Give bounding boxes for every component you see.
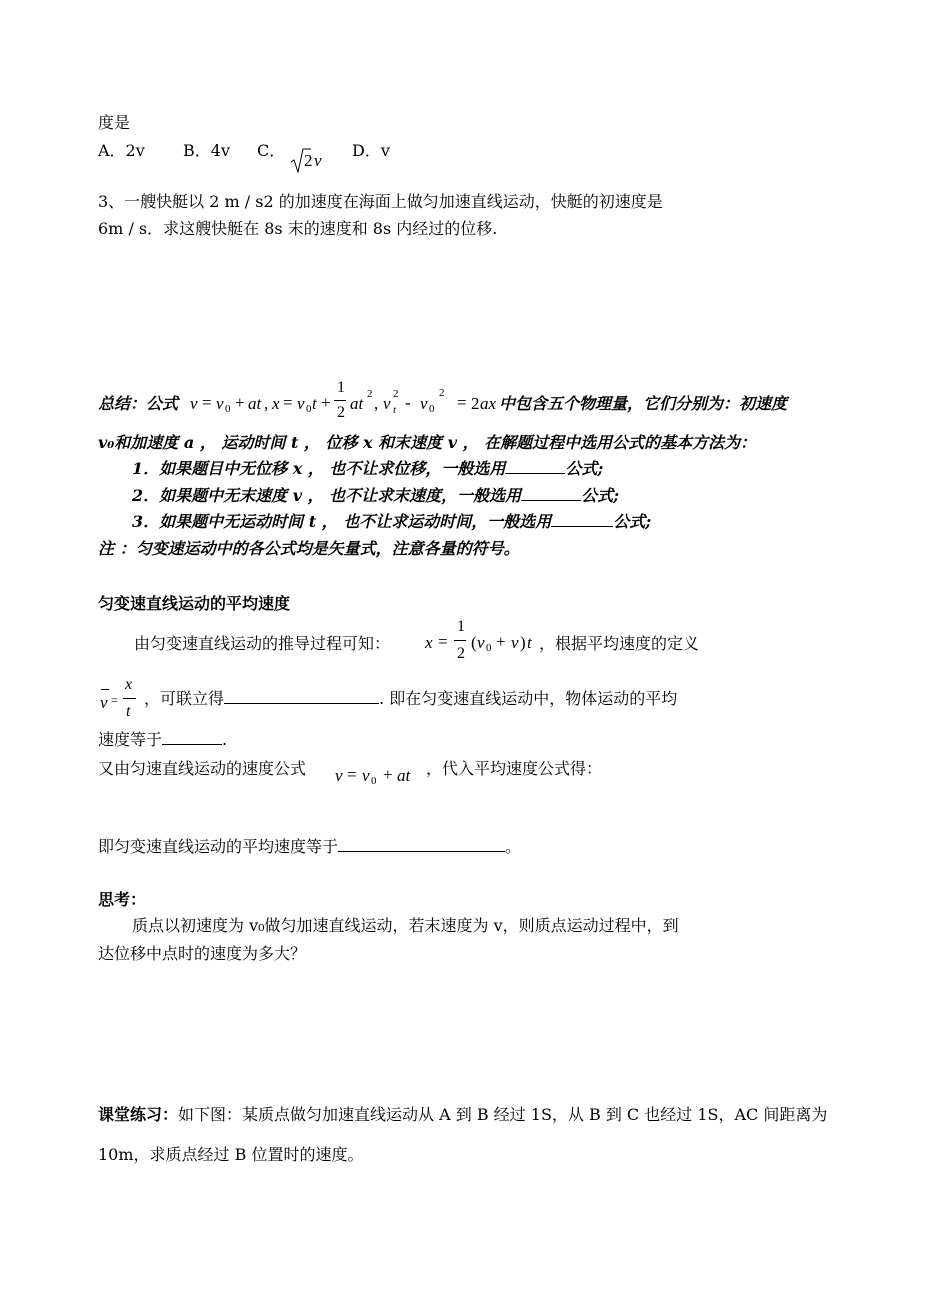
avg-formula-velocity: v = v 0 + at [335,765,411,787]
blank-line [338,837,505,852]
blank-line [505,459,565,474]
think-line-2: 达位移中点时的速度为多大？ [98,944,307,963]
avg-heading: 匀变速直线运动的平均速度 [98,594,291,613]
q2-option-d: D．v [352,141,390,160]
q3-line-1: 3、一艘快艇以 2 m / s2 的加速度在海面上做匀加速直线运动，快艇的初速度是 [98,192,663,211]
avg-para-4-b: ，代入平均速度公式得： [426,759,603,778]
avg-para-5: 即匀变速直线运动的平均速度等于 。 [98,837,522,856]
avg-para-4-a: 又由匀速直线运动的速度公式 [98,759,307,778]
think-line-1: 质点以初速度为 v₀做匀加速直线运动，若末速度为 v，则质点运动过程中，到 [132,916,679,935]
sqrt-radicand: 2 [304,151,313,170]
avg-para-2: ，可联立得 . 即在匀变速直线运动中，物体运动的平均 [144,689,678,708]
think-heading: 思考： [98,890,147,909]
summary-label: 总结：公式 [98,394,179,413]
q2-text-tail: 度是 [98,113,131,132]
q2-option-b: B．4v [183,141,230,160]
avg-formula-x: x = 1 2 ( v 0 + v ) t [425,618,532,662]
summary-item-2: 2．如果题中无末速度 v ， 也不让求末速度，一般选用 公式; [132,486,620,505]
blank-line [551,512,613,527]
summary-note: 注 ：匀变速运动中的各公式均是矢量式，注意各量的符号。 [98,539,520,558]
avg-formula-vbar: v = x t [98,676,143,724]
avg-para-1-b: ，根据平均速度的定义 [539,634,700,653]
q2-option-c: C． [257,141,286,160]
practice-line-1: 课堂练习：如下图：某质点做匀加速直线运动从 A 到 B 经过 1S，从 B 到 C 也经过 1S，AC 间距离为 [98,1105,828,1124]
summary-item-1: 1．如果题目中无位移 x ， 也不让求位移，一般选用 公式; [132,459,604,478]
q2-option-a: A．2v [98,141,145,160]
avg-para-1-a: 由匀变速直线运动的推导过程可知： [134,634,391,653]
practice-line-2: 10m，求质点经过 B 位置时的速度。 [98,1145,364,1164]
summary-item-3: 3．如果题中无运动时间 t ， 也不让求运动时间，一般选用 公式; [132,512,652,531]
q2-option-c-sqrt-expr [290,146,330,174]
summary-line-2: v₀和加速度 a ， 运动时间 t ， 位移 x 和末速度 v ， 在解题过程中选用公式的基本方法为： [98,433,757,452]
sqrt-variable: v [314,151,322,170]
q3-line-2: 6m / s．求这艘快艇在 8s 末的速度和 8s 内经过的位移. [98,219,498,238]
summary-formula-tail: 中包含五个物理量，它们分别为：初速度 [499,394,788,413]
blank-line [224,689,379,704]
blank-line [162,730,222,745]
blank-line [521,486,581,501]
avg-para-3: 速度等于 . [98,730,228,749]
